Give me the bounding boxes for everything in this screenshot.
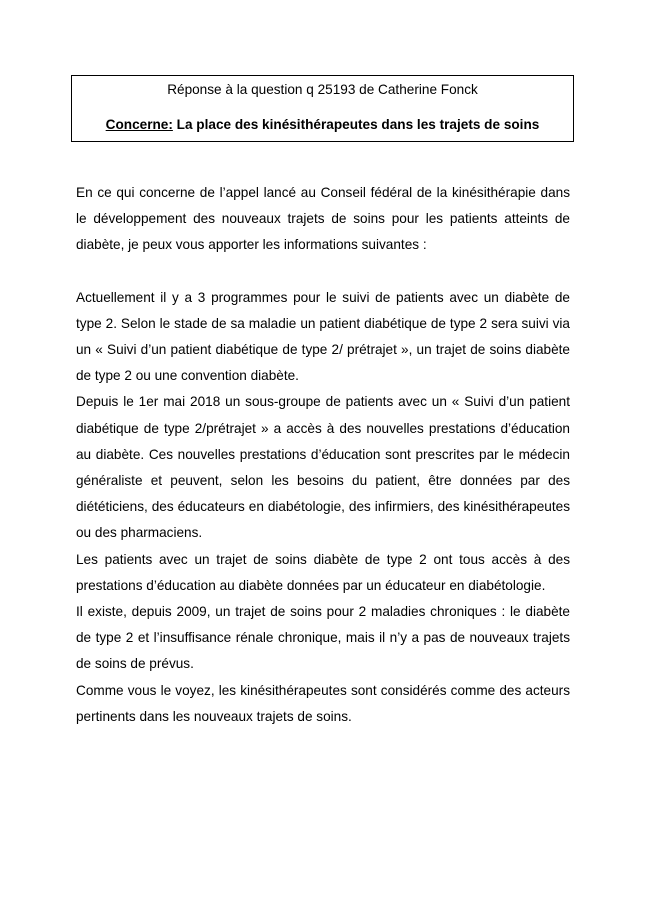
- subject-line: [72, 116, 573, 134]
- document-body: [76, 180, 570, 730]
- header-box: [71, 75, 574, 142]
- paragraph-chronic: Il existe, depuis 2009, un trajet de soins pour 2 maladies chroniques : le diabète de type 2 et l’insuffisance rénale chronique, mais il n’y a pas de nouveaux trajets de soins de prévus.: [76, 604, 570, 672]
- concerne-label: Concerne:: [105, 117, 173, 132]
- paragraph-programmes: Actuellement il y a 3 programmes pour le suivi de patients avec un diabète de type 2. Selon le stade de sa maladie un patient diabétique de type 2 sera suivi via un « Suivi d’un patient diabétique de type 2/ prétrajet », un trajet de soins diabète de type 2 ou une convention diabète.: [76, 289, 570, 384]
- paragraph-trajet: Les patients avec un trajet de soins diabète de type 2 ont tous accès à des prestations d’éducation au diabète données par un éducateur en diabétologie.: [76, 551, 570, 593]
- paragraph-education: Depuis le 1er mai 2018 un sous-groupe de patients avec un « Suivi d’un patient diabétique de type 2/prétrajet » a accès à des nouvelles prestations d’éducation au diabète. Ces nouvelles prestations d’éducation sont prescrites par le médecin généraliste et peuvent, selon les besoins du patient, être données par des diététiciens, des éducateurs en diabétologie, des infirmiers, des kinésithérapeutes ou des pharmaciens.: [76, 394, 570, 541]
- subject-text: La place des kinésithérapeutes dans les trajets de soins: [176, 117, 540, 132]
- document-title: Réponse à la question q 25193 de Catherine Fonck: [167, 82, 478, 97]
- paragraph-conclusion: Comme vous le voyez, les kinésithérapeutes sont considérés comme des acteurs pertinents dans les nouveaux trajets de soins.: [76, 682, 570, 724]
- paragraph-intro: En ce qui concerne de l’appel lancé au Conseil fédéral de la kinésithérapie dans le développement des nouveaux trajets de soins pour les patients atteints de diabète, je peux vous apporter les informations suivantes :: [76, 185, 570, 253]
